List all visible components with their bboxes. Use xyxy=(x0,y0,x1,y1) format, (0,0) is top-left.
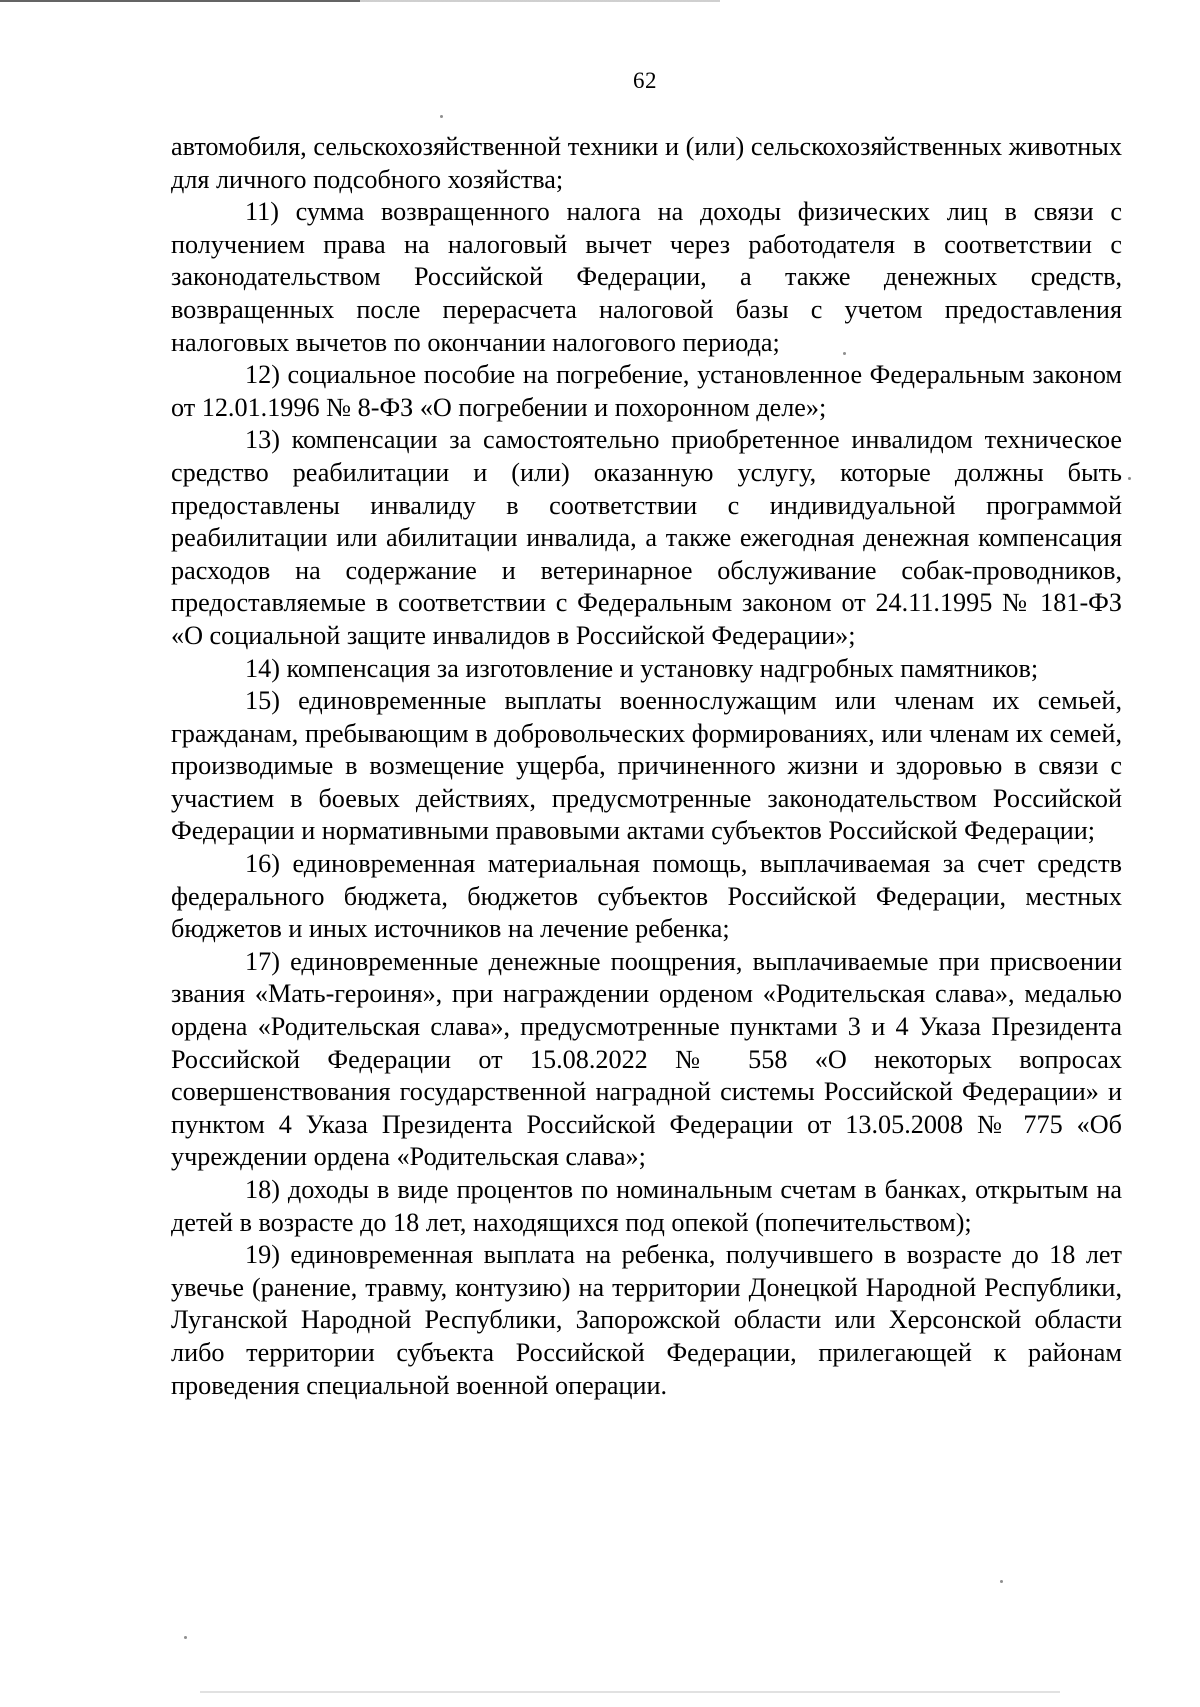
scan-speck xyxy=(1000,1580,1003,1583)
paragraph-item-15: 15) единовременные выплаты военнослужащим или членам их семьей, гражданам, пребывающим в добровольческих формированиях, или членам их семей, производимые в возмещение ущерба, причиненного жизни и здоровью в связи с участием в боевых действиях, предусмотренные законодательством Российской Федерации и нормативными правовыми актами субъектов Российской Федерации; xyxy=(171,686,1122,846)
paragraph-item-13: 13) компенсации за самостоятельно приобретенное инвалидом техническое средство реабилитации и (или) оказанную услугу, которые должны быть предоставлены инвалиду в соответствии с индивидуальной программой реабилитации или абилитации инвалида, а также ежегодная денежная компенсация расходов на содержание и ветеринарное обслуживание собак-проводников, предоставляемые в соответствии с Федеральным законом от 24.11.1995 № 181-ФЗ «О социальной защите инвалидов в Российской Федерации»; xyxy=(171,425,1122,650)
paragraph-item-18: 18) доходы в виде процентов по номинальным счетам в банках, открытым на детей в возрасте до 18 лет, находящихся под опекой (попечительством); xyxy=(171,1175,1122,1237)
scan-speck xyxy=(843,352,846,355)
paragraph-item-11: 11) сумма возвращенного налога на доходы физических лиц в связи с получением права на налоговый вычет через работодателя в соответствии с законодательством Российской Федерации, а также денежных средств, возвращенных после перерасчета налоговой базы с учетом предоставления налоговых вычетов по окончании налогового периода; xyxy=(171,197,1122,357)
paragraph-item-12: 12) социальное пособие на погребение, установленное Федеральным законом от 12.01.1996 № 8-ФЗ «О погребении и похоронном деле»; xyxy=(171,360,1122,422)
document-body xyxy=(171,131,1122,1402)
paragraph-item-17: 17) единовременные денежные поощрения, выплачиваемые при присвоении звания «Мать-героиня», при награждении орденом «Родительская слава», медалью ордена «Родительская слава», предусмотренные пунктами 3 и 4 Указа Президента Российской Федерации от 15.08.2022 № 558 «О некоторых вопросах совершенствования государственной наградной системы Российской Федерации» и пунктом 4 Указа Президента Российской Федерации от 13.05.2008 № 775 «Об учреждении ордена «Родительская слава»; xyxy=(171,946,1122,1172)
scan-edge-bottom xyxy=(200,1691,1060,1693)
scan-edge-top xyxy=(0,0,1200,2)
scan-speck xyxy=(184,1636,187,1639)
scan-speck xyxy=(1128,477,1131,480)
paragraph-item-19: 19) единовременная выплата на ребенка, получившего в возрасте до 18 лет увечье (ранение, травму, контузию) на территории Донецкой Народной Республики, Луганской Народной Республики, Запорожской области или Херсонской области либо территории субъекта Российской Федерации, прилегающей к районам проведения специальной военной операции. xyxy=(171,1240,1122,1400)
paragraph-intro: автомобиля, сельскохозяйственной техники и (или) сельскохозяйственных животных для личного подсобного хозяйства; xyxy=(171,132,1122,194)
page-number: 62 xyxy=(633,68,657,93)
scan-speck xyxy=(440,115,443,118)
paragraph-item-14: 14) компенсация за изготовление и установку надгробных памятников; xyxy=(245,653,1039,683)
paragraph-item-16: 16) единовременная материальная помощь, выплачиваемая за счет средств федерального бюджета, бюджетов субъектов Российской Федерации, местных бюджетов и иных источников на лечение ребенка; xyxy=(171,849,1122,944)
